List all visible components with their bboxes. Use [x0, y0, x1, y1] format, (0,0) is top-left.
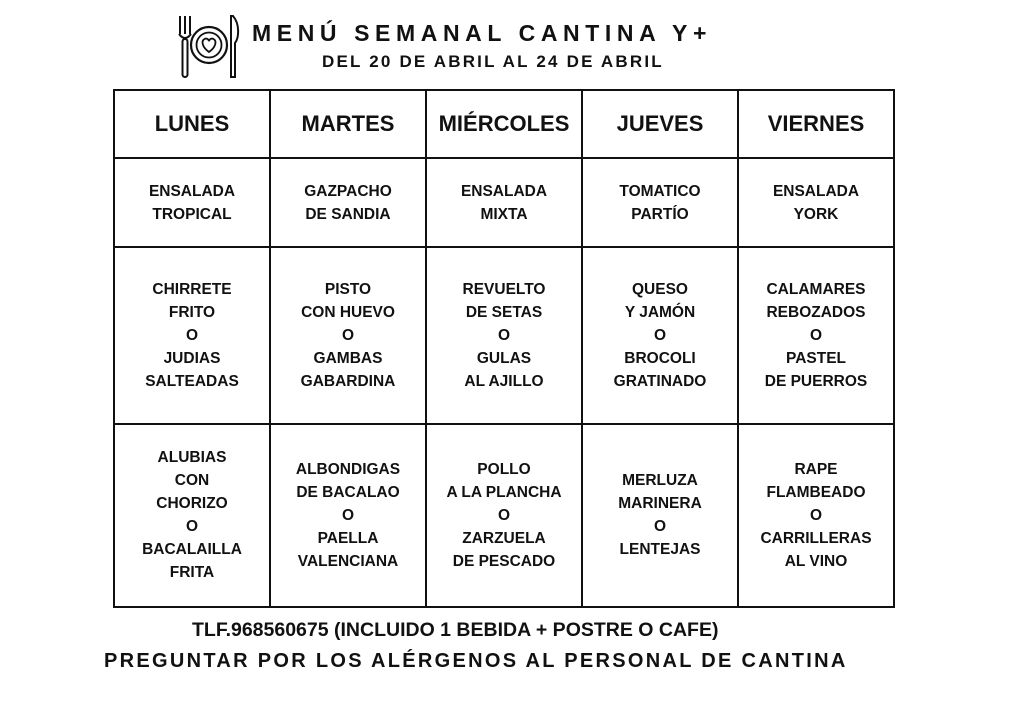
dish-text: ALBONDIGAS DE BACALAO O PAELLA VALENCIANA — [295, 460, 401, 570]
day-header-monday: LUNES — [114, 90, 270, 158]
phone-and-included-items: TLF.968560675 (INCLUIDO 1 BEBIDA + POSTRE O CAFE) — [192, 619, 719, 641]
dish-text: CALAMARES REBOZADOS O PASTEL DE PUERROS — [764, 280, 868, 390]
dish-cell — [426, 158, 582, 247]
dish-cell — [114, 158, 270, 247]
dish-text: REVUELTO DE SETAS O GULAS AL AJILLO — [462, 280, 546, 390]
weekly-menu-table — [113, 89, 895, 608]
menu-title: MENÚ SEMANAL CANTINA Y+ — [252, 20, 712, 46]
dish-text: MERLUZA MARINERA O LENTEJAS — [618, 472, 702, 559]
dish-text: POLLO A LA PLANCHA O ZARZUELA DE PESCADO — [446, 460, 562, 570]
dish-cell — [738, 158, 894, 247]
day-header-row — [114, 90, 894, 158]
dish-cell — [426, 247, 582, 424]
dish-text: ENSALADA TROPICAL — [148, 182, 236, 223]
dish-text: ENSALADA MIXTA — [460, 182, 548, 223]
dish-cell — [426, 424, 582, 607]
starters-row — [114, 158, 894, 247]
dish-cell — [114, 247, 270, 424]
allergen-note: PREGUNTAR POR LOS ALÉRGENOS AL PERSONAL DE CANTINA — [104, 650, 848, 672]
dish-cell — [582, 424, 738, 607]
day-header-friday: VIERNES — [738, 90, 894, 158]
dish-cell — [114, 424, 270, 607]
dish-text: RAPE FLAMBEADO O CARRILLERAS AL VINO — [760, 460, 872, 570]
day-header-wednesday: MIÉRCOLES — [426, 90, 582, 158]
dish-text: ALUBIAS CON CHORIZO O BACALAILLA FRITA — [142, 449, 242, 582]
dish-text: ENSALADA YORK — [772, 182, 860, 223]
day-header-tuesday: MARTES — [270, 90, 426, 158]
day-header-thursday: JUEVES — [582, 90, 738, 158]
dish-cell — [738, 247, 894, 424]
dish-text: GAZPACHO DE SANDIA — [304, 182, 392, 223]
dish-cell — [738, 424, 894, 607]
second-courses-row — [114, 424, 894, 607]
dish-text: TOMATICO PARTÍO — [619, 182, 701, 223]
dish-text: QUESO Y JAMÓN O BROCOLI GRATINADO — [613, 280, 707, 390]
dish-cell — [582, 158, 738, 247]
dish-cell — [582, 247, 738, 424]
date-range: DEL 20 DE ABRIL AL 24 DE ABRIL — [322, 52, 664, 71]
dish-cell — [270, 247, 426, 424]
dish-text: PISTO CON HUEVO O GAMBAS GABARDINA — [300, 280, 396, 390]
dish-cell — [270, 158, 426, 247]
first-courses-row — [114, 247, 894, 424]
dish-cell — [270, 424, 426, 607]
dish-text: CHIRRETE FRITO O JUDIAS SALTEADAS — [145, 280, 239, 390]
plate-heart-cutlery-icon — [174, 14, 244, 80]
